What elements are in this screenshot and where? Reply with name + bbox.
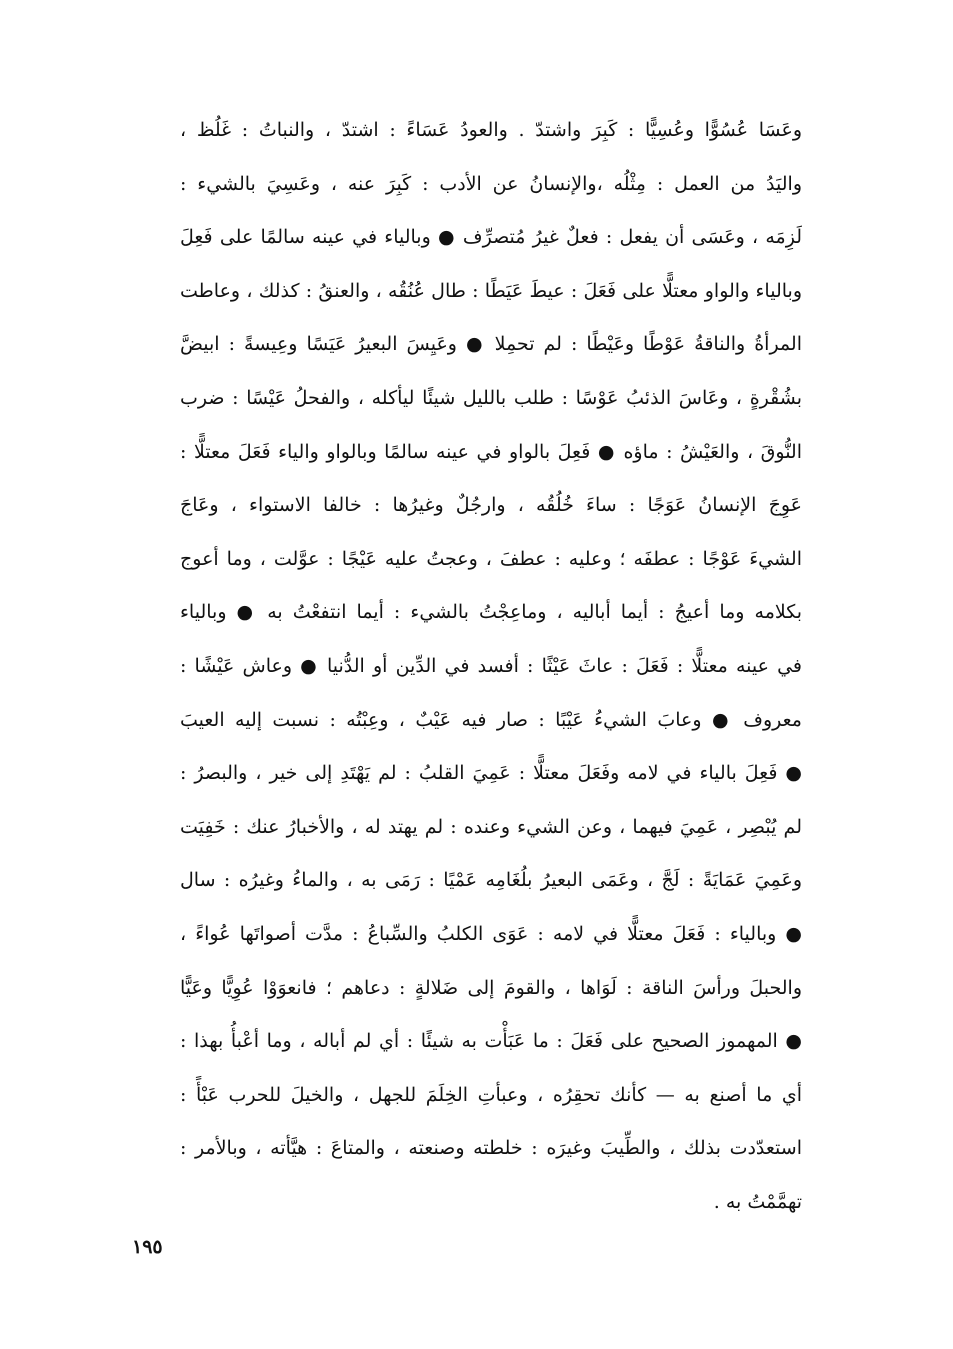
text-line-8: عَوِجَ الإنسانُ عَوَجًا : ساءَ خُلُقُه ، وارجُلٌ وغيرُها : خالفا الاستواء ، وعَاجَ [180,494,802,517]
text-line-19: أي ما أصنع به — كأنك تحقِرُه ، وعبأتِ الخِلَمَ للجهل ، والخيلَ للحرب عَبْأً : [180,1083,802,1106]
text-line-5: المرأةُ والناقةُ عَوْطًا وعَيْطًا : لم تحمِلا ● وعَيِسَ البعيرُ عَيَسًا وعِيسةً : ابيضَّ [180,333,802,356]
text-line-14: لم يُبْصِر ، عَمِيَ فيهما ، وعن الشيء وعنده : لم يهتد له ، والأخبارُ عنك : خَفِيَت [180,815,802,838]
page-number: ١٩٥ [132,1236,163,1258]
text-line-12: معروف ● وعابَ الشيءُ عَيْبًا : صار فيه عَيْبٌ ، وعِبْتُه : نسبت إليه العيبَ [180,708,802,731]
text-line-21: تهمَّمْتُ به . [713,1190,802,1213]
text-line-10: بكلامه وما أعيجُ : أيما أباليه ، وماعِجْتُ بالشيء : أيما انتفعْتُ به ● وبالياء [180,601,802,624]
text-line-1: وعَسَا عُسُوًّا وعُسِيًّا : كَبِرَ واشتدّ . والعودُ عَسَاءً : اشتدّ ، والنباتُ : غَلُظ ، [180,119,802,141]
text-line-4: وبالياء والواو معتلًّا على فَعَلَ : عيطَ عَيَطًا : طال عُنُقُه ، والعنقُ : كذلك ، وعاطت [180,279,802,302]
text-line-11: في عينه معتلًّا : فَعَلَ : عاثَ عَيْثًا : أفسد في الدِّين أو الدُّنيا ● وعاش عَيْشًا : [180,654,802,677]
text-line-9: الشيءَ عَوْجًا : عطفَه ؛ وعليه : عطفَ ، وعجتُ عليه عَيْجًا : عوَّلت ، وما أعوج [180,547,802,570]
text-line-18: ● المهموز الصحيح على فَعَلَ : ما عَبَأْت به شيئًا : أي لم أباله ، وما أعْبأُ بهذا : [180,1030,802,1053]
text-line-15: وعَمِيَ عَمَايَةً : لَجَّ ، وعَمَى البعيرُ بلُغَامِه عَمْيًا : رَمَى به ، والماءُ وغيرُه : سال [180,869,802,892]
text-line-16: ● وبالياء : فَعَلَ معتلًّا في لامه : عَوَى الكلبُ والسِّباعُ : مدَّت أصواتَها عُواءً ، [180,922,802,945]
text-line-3: لَزِمَه ، وعَسَى أن يفعل : فعلٌ غيرُ مُتصرِّف ● وبالياء في عينه سالمًا على فَعِلَ [180,226,802,249]
arabic-text-block [180,104,802,1229]
text-line-20: استعدّدت بذلك ، والطِّيبَ وغيرَه : خلطته وصنعته ، والمتاعَ : هيَّأته ، وبالأمر : [180,1137,802,1160]
text-line-13: ● فَعِلَ بالياء في لامه وفَعَلَ معتلًّا : عَمِيَ القلبُ : لم يَهْتَدِ إلى خير ، والبصرُ : [180,762,802,785]
text-line-2: واليَدُ من العمل : مِثْلُه ،والإنسانُ عن الأدب : كَبِرَ عنه ، وعَسِيَ بالشيء : [180,172,802,195]
text-line-17: والحبلَ ورأسَ الناقة : لَوَاها ، والقومَ إلى ضَلالةٍ : دعاهم ؛ فانعوَوْا عُوِيًّا وعَيًّا [180,976,802,999]
text-line-7: النُّوقَ ، والعَيْشُ : ماؤه ● فَعِلَ بالواو في عينه سالمًا وبالواو والياء فَعَلَ معتلًّا : [180,440,802,463]
text-line-6: بشُقْرةٍ ، وعَاسَ الذئبُ عَوْسًا : طلب بالليل شيئًا ليأكله ، والفحلُ عَيْسًا : ضرب [180,386,802,409]
